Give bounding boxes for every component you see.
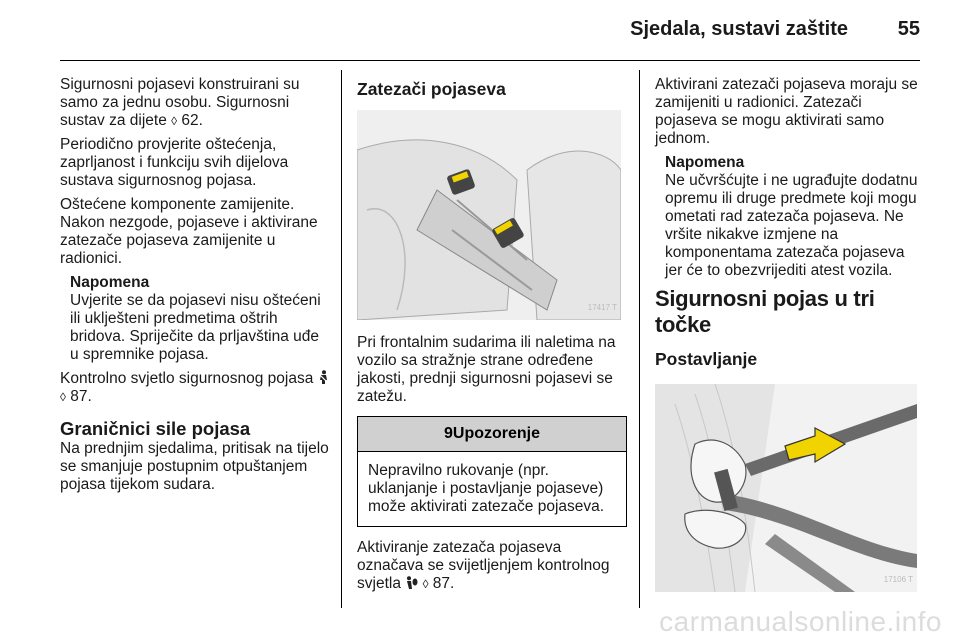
warning-triangle-icon: 9 <box>443 425 453 442</box>
seatbelt-warning-light-icon <box>318 370 329 385</box>
note-title: Napomena <box>665 154 745 171</box>
paragraph-replace: Oštećene komponente zamijenite. Nakon nezgode, pojaseve i aktivirane zatezače pojaseva zamijenite u radionici. <box>60 196 318 267</box>
column-middle <box>357 78 627 599</box>
note-block <box>60 274 330 364</box>
note-text: Uvjerite se da pojasevi nisu oštećeni ili uklješteni predmetima oštrih bridova. Spriječite da prljavština uđe u spremnike pojasa. <box>70 292 321 363</box>
warning-text: Nepravilno rukovanje (npr. uklanjanje i postavljanje pojaseve) može aktivirati zatezače pojaseva. <box>368 462 605 515</box>
paragraph-warning-light: Kontrolno svjetlo sigurnosnog pojasa ◊ 87. <box>60 370 330 406</box>
warning-title: Upozorenje <box>452 425 541 442</box>
section-heading-three-point-belt: Sigurnosni pojas u tri točke <box>655 286 875 337</box>
warning-box <box>357 416 627 527</box>
paragraph-inspect: Periodično provjerite oštećenja, zaprljanost i funkciju svih dijelova sustava sigurnosnog pojasa. <box>60 136 289 189</box>
page-number: 55 <box>897 18 920 40</box>
section-heading-force-limiters: Graničnici sile pojasa <box>60 418 251 439</box>
page-reference[interactable]: 62. <box>177 112 203 129</box>
column-right <box>655 76 923 592</box>
page-header-title: Sjedala, sustavi zaštite <box>630 18 848 40</box>
note-block <box>655 154 923 280</box>
page-reference[interactable]: 87. <box>65 388 92 405</box>
figure-number: 17106 T <box>883 575 913 584</box>
paragraph-tensioners: Pri frontalnim sudarima ili naletima na vozilo sa stražnje strane određene jakosti, prednji sigurnosni pojasevi se zatežu. <box>357 334 616 405</box>
column-divider-right <box>639 70 640 608</box>
paragraph-replace-tensioners: Aktivirani zatezači pojaseva moraju se zamijeniti u radionici. Zatezači pojaseva se mogu aktivirati samo jednom. <box>655 76 918 147</box>
cross-reference-icon[interactable]: ◊ <box>60 390 66 404</box>
column-divider-left <box>341 70 342 608</box>
paragraph-tensioner-activation: Aktiviranje zatezača pojaseva označava se svijetljenjem kontrolnog svjetla ◊ 87. <box>357 539 610 592</box>
cross-reference-icon[interactable]: ◊ <box>422 577 429 591</box>
section-heading-fitting: Postavljanje <box>655 349 758 369</box>
airbag-warning-light-icon <box>405 576 418 590</box>
belt-fitting-drawing <box>655 384 917 592</box>
belt-tensioner-drawing <box>357 110 621 320</box>
watermark: carmanualsonline.info <box>659 606 942 637</box>
note-text: Ne učvršćujte i ne ugrađujte dodatnu opremu ili druge predmete koji mogu ometati rad zatezača pojaseva. Ne vršite nikakve izmjene na komponentama zatezača pojaseva jer će to obezvrijediti atest vozila. <box>665 172 918 279</box>
warning-header <box>358 417 626 452</box>
figure-number: 17417 T <box>587 303 617 312</box>
page-reference[interactable]: 87. <box>428 575 455 592</box>
paragraph-force-limiters: Na prednjim sjedalima, pritisak na tijelo se smanjuje postupnim otpuštanjem pojasa tijekom sudara. <box>60 440 329 493</box>
belt-tensioner-illustration <box>357 110 621 320</box>
header-divider <box>60 60 920 61</box>
note-title: Napomena <box>70 274 150 291</box>
column-left <box>60 76 330 500</box>
paragraph-belt-one-person: Sigurnosni pojasevi konstruirani su samo za jednu osobu. Sigurnosni sustav za dijete ◊ 62. <box>60 76 300 129</box>
section-heading-belt-tensioners: Zatezači pojaseva <box>357 79 506 99</box>
belt-fitting-illustration <box>655 384 917 592</box>
cross-reference-icon[interactable]: ◊ <box>171 114 178 128</box>
